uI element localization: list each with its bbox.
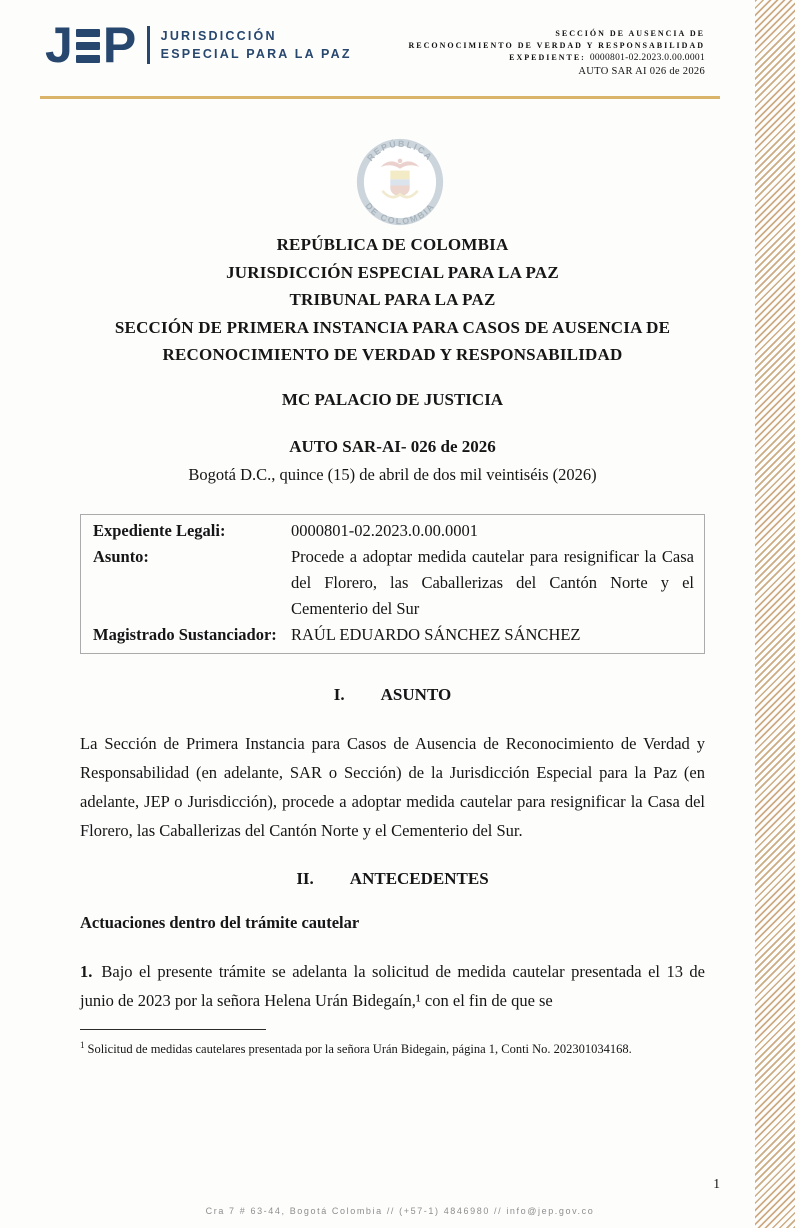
jep-logo-mark — [45, 16, 136, 73]
title-line-2: JURISDICCIÓN ESPECIAL PARA LA PAZ — [226, 262, 559, 282]
header-auto-line: AUTO SAR AI 026 de 2026 — [578, 66, 705, 77]
jep-letter-p: P — [102, 16, 136, 73]
section-title: ASUNTO — [380, 684, 452, 704]
paragraph-number: 1. — [80, 961, 93, 981]
case-summary-table — [80, 514, 705, 654]
table-label-magistrado: Magistrado Sustanciador: — [93, 624, 277, 644]
seal-bottom-text: DE COLOMBIA — [363, 200, 437, 226]
gold-divider-rule — [40, 96, 720, 99]
footnote-marker: 1 — [80, 1039, 85, 1050]
table-value-magistrado: RAÚL EDUARDO SÁNCHEZ SÁNCHEZ — [291, 624, 581, 644]
header-expediente — [409, 51, 705, 65]
jep-letter-e-bars-icon — [76, 29, 100, 63]
colombia-coat-of-arms — [356, 138, 444, 226]
title-line-1: REPÚBLICA DE COLOMBIA — [276, 235, 509, 254]
section-number: I. — [333, 684, 345, 704]
case-subtitle: MC PALACIO DE JUSTICIA — [281, 389, 504, 409]
title-line-5: RECONOCIMIENTO DE VERDAD Y RESPONSABILIDAD — [162, 345, 623, 364]
asunto-paragraph: La Sección de Primera Instancia para Casos de Ausencia de Reconocimiento de Verdad y Responsabilidad (en adelante, SAR o Sección) de la Jurisdicción Especial para la Paz (en adelante, JEP o Jurisdicción), procede a adoptar medida cautelar para resignificar la Casa del Florero, las Caballerizas del Cantón Norte y el Cementerio del Sur. — [80, 733, 705, 840]
title-line-4: SECCIÓN DE PRIMERA INSTANCIA PARA CASOS DE AUSENCIA DE — [114, 317, 671, 337]
antecedentes-paragraph-1 — [80, 957, 705, 1015]
seal-top-text: REPÚBLICA — [365, 138, 435, 163]
section-heading-antecedentes — [80, 869, 705, 889]
footer-contact: Cra 7 # 63-44, Bogotá Colombia // (+57-1) 4846980 // info@jep.gov.co — [205, 1206, 595, 1216]
colombia-seal-icon — [356, 138, 444, 226]
logo-divider — [147, 26, 150, 64]
document-body — [80, 231, 705, 1059]
expediente-label: EXPEDIENTE: — [509, 53, 586, 62]
page-header — [45, 16, 705, 78]
table-value-asunto: Procede a adoptar medida cautelar para resignificar la Casa del Florero, las Caballerizas del Cantón Norte y el Cementerio del Sur — [291, 546, 694, 618]
expediente-value: 0000801-02.2023.0.00.0001 — [589, 53, 705, 63]
logo-name-line1: JURISDICCIÓN — [160, 29, 277, 43]
date-line: Bogotá D.C., quince (15) de abril de dos mil veintiséis (2026) — [188, 464, 597, 484]
header-case-info — [409, 26, 705, 78]
jep-letter-j: J — [45, 16, 72, 73]
paragraph-text: Bajo el presente trámite se adelanta la solicitud de medida cautelar presentada el 13 de junio de 2023 por la señora Helena Urán Bidegaín,¹ con el fin de que se — [80, 961, 705, 1010]
section-number: II. — [296, 868, 314, 888]
antecedentes-subheading: Actuaciones dentro del trámite cautelar — [80, 912, 360, 932]
jep-logo — [45, 16, 352, 73]
header-section-line2: RECONOCIMIENTO DE VERDAD Y RESPONSABILIDAD — [408, 40, 705, 50]
table-label-expediente: Expediente Legali: — [93, 520, 226, 540]
section-heading-asunto — [80, 685, 705, 705]
auto-number-title: AUTO SAR-AI- 026 de 2026 — [289, 436, 496, 456]
court-title-block — [80, 231, 705, 369]
footnote-1 — [80, 1036, 705, 1059]
footnote-separator — [80, 1029, 266, 1030]
page-number: 1 — [713, 1176, 720, 1191]
logo-name-line2: ESPECIAL PARA LA PAZ — [160, 47, 352, 61]
section-title: ANTECEDENTES — [349, 868, 489, 888]
table-label-asunto: Asunto: — [93, 546, 149, 566]
header-section-line1: SECCIÓN DE AUSENCIA DE — [555, 29, 705, 38]
jep-logo-name — [161, 29, 352, 61]
footnote-text: Solicitud de medidas cautelares presentada por la señora Urán Bidegain, página 1, Conti No. 202301034168. — [87, 1041, 632, 1056]
table-value-expediente: 0000801-02.2023.0.00.0001 — [291, 520, 478, 540]
decorative-stripes — [755, 0, 795, 1228]
title-line-3: TRIBUNAL PARA LA PAZ — [289, 290, 496, 309]
